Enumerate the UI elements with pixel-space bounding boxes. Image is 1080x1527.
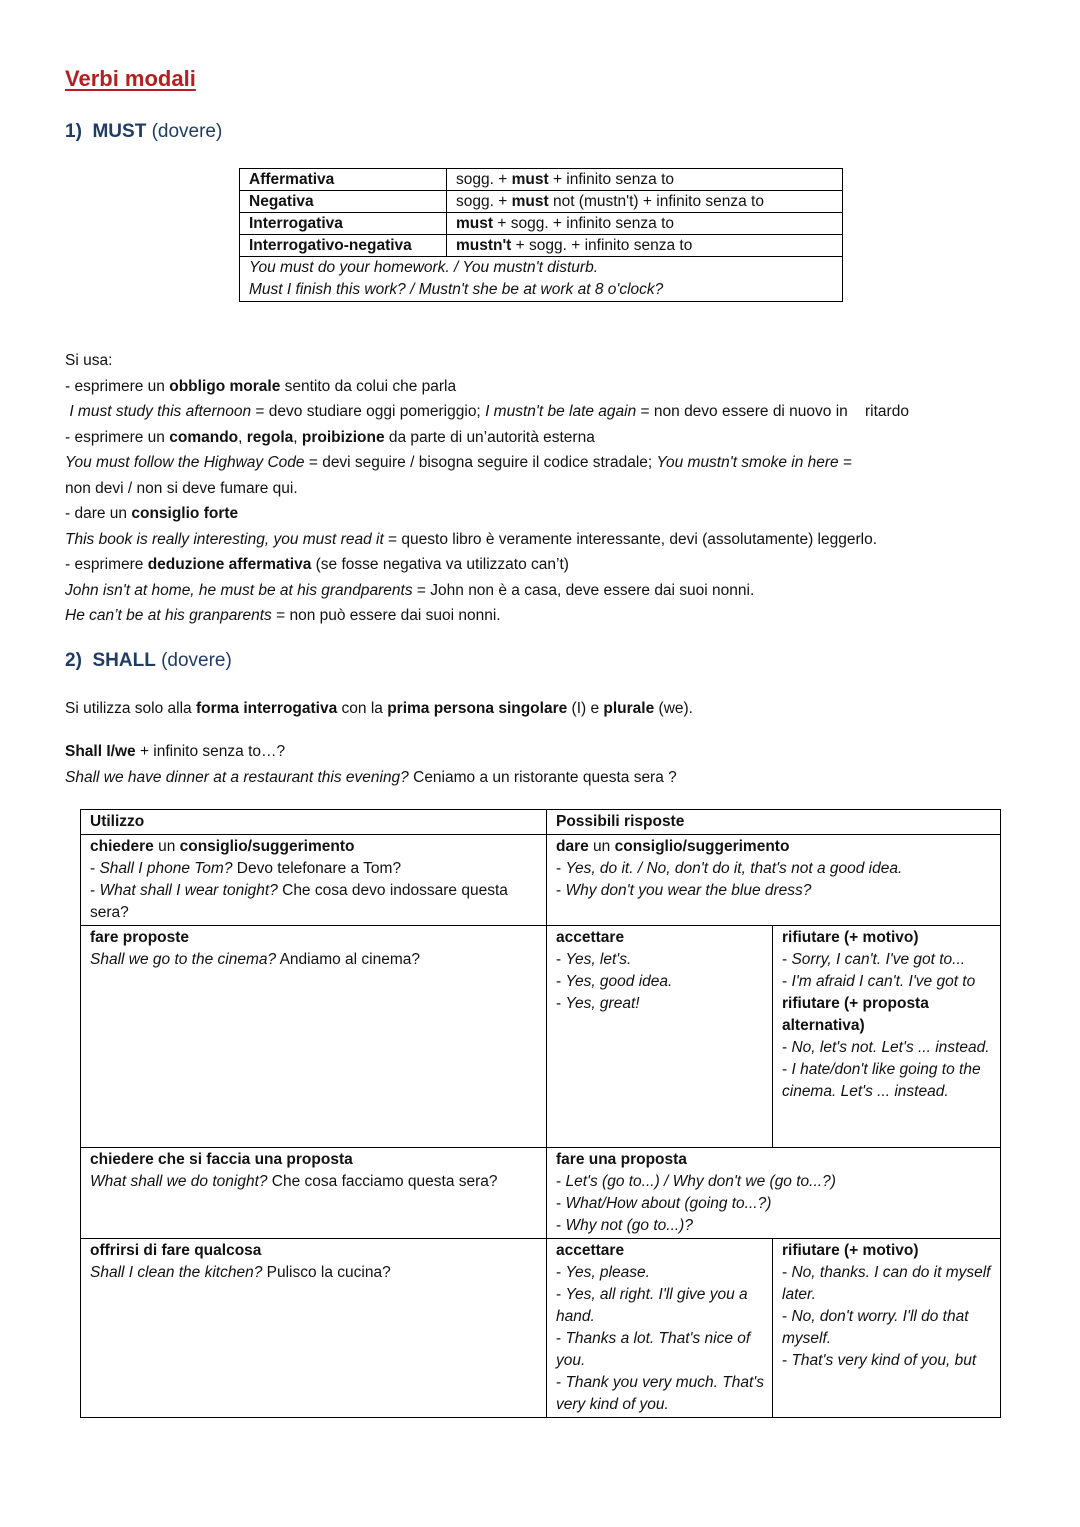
bold-text: consiglio/suggerimento [614, 838, 790, 855]
text-run: (I) e [567, 700, 604, 717]
bold-text: consiglio/suggerimento [179, 838, 355, 855]
text-run: = non può essere dai suoi nonni. [271, 607, 501, 624]
bold-text: must [511, 193, 549, 210]
text-run: - [556, 1173, 566, 1190]
bold-text: forma interrogativa [195, 700, 338, 717]
cell-line [556, 1240, 764, 1262]
form-label: Affermativa [240, 169, 447, 191]
cell-line [556, 1193, 992, 1215]
italic-text: Let's (go to...) / Why don't we (go to...?) [565, 1173, 836, 1190]
must-use-line [65, 450, 852, 476]
text-run: - [556, 1195, 566, 1212]
must-use-line [65, 374, 456, 400]
text-run: , [293, 429, 302, 446]
bold-text: comando [169, 429, 239, 446]
italic-text: Why don't you wear the blue dress? [565, 882, 812, 899]
must-form-row [240, 235, 843, 257]
accept-cell [547, 1239, 773, 1418]
use-cell [81, 1239, 547, 1418]
must-forms-table [239, 168, 843, 302]
text-run: - [556, 951, 566, 968]
shall-heading-word: SHALL [92, 650, 156, 671]
bold-text: offrirsi di fare qualcosa [90, 1242, 262, 1259]
table-row [81, 926, 1001, 1148]
italic-text: Yes, let's. [565, 951, 632, 968]
cell-line [782, 1059, 992, 1103]
bold-text: deduzione affermativa [147, 556, 312, 573]
bold-text: rifiutare (+ proposta alternativa) [782, 995, 934, 1034]
text-run: - [782, 1264, 792, 1281]
text-run: Si utilizza solo alla [65, 700, 196, 717]
bold-text: chiedere che si faccia una proposta [90, 1151, 353, 1168]
use-cell [81, 1148, 547, 1239]
form-structure [447, 235, 843, 257]
text-run: - [782, 1308, 792, 1325]
use-cell [81, 926, 547, 1148]
bold-text: rifiutare (+ motivo) [782, 929, 919, 946]
text-run: - [556, 1330, 566, 1347]
italic-text: Yes, great! [565, 995, 640, 1012]
accept-cell [547, 926, 773, 1148]
text-run: = devi seguire / bisogna seguire il codice stradale; [304, 454, 657, 471]
italic-text: You must follow the Highway Code [65, 454, 305, 471]
bold-text: consiglio forte [131, 505, 239, 522]
answer-cell [547, 835, 1001, 926]
must-examples [240, 257, 843, 302]
text-run: - [556, 882, 566, 899]
form-label: Interrogativo-negativa [240, 235, 447, 257]
cell-line [556, 971, 764, 993]
cell-line [556, 993, 764, 1015]
refuse-cell [773, 1239, 1001, 1418]
text-run: = questo libro è veramente interessante, devi (assolutamente) leggerlo. [383, 531, 878, 548]
bold-text: chiedere [90, 838, 154, 855]
table-row [81, 1239, 1001, 1418]
bold-text: mustn't [456, 237, 512, 254]
cell-line [90, 1171, 538, 1193]
answer-cell [547, 1148, 1001, 1239]
italic-text: I mustn't be late again [485, 403, 637, 420]
must-use-line [65, 603, 501, 629]
text-run: - [556, 995, 566, 1012]
text-run: - esprimere [65, 556, 148, 573]
shall-line [65, 696, 693, 722]
must-use-line [65, 501, 238, 527]
cell-line [782, 1306, 992, 1350]
shall-uses-table [80, 809, 1001, 1418]
text-run: - [556, 1217, 566, 1234]
bold-text: Shall I/we [65, 743, 136, 760]
italic-text: He can’t be at his granparents [65, 607, 272, 624]
italic-text: Yes, good idea. [565, 973, 673, 990]
cell-line [90, 1149, 538, 1171]
must-form-row [240, 191, 843, 213]
cell-line [90, 836, 538, 858]
text-run: un [588, 838, 615, 855]
text-run: sentito da colui che parla [280, 378, 457, 395]
bold-text: rifiutare (+ motivo) [782, 1242, 919, 1259]
text-run: (se fosse negativa va utilizzato can’t) [311, 556, 569, 573]
example-line: Must I finish this work? / Mustn't she be at work at 8 o'clock? [249, 281, 664, 298]
cell-line [556, 1215, 992, 1237]
cell-line [556, 1149, 992, 1171]
must-use-line [65, 476, 298, 502]
text-run: not (mustn't) + infinito senza to [548, 193, 764, 210]
italic-text: What/How about (going to...?) [565, 1195, 772, 1212]
cell-line [782, 949, 992, 971]
cell-line [782, 1350, 992, 1372]
text-run: Che cosa facciamo questa sera? [267, 1173, 498, 1190]
text-run: - [782, 973, 792, 990]
bold-text: obbligo morale [169, 378, 281, 395]
form-structure [447, 213, 843, 235]
must-use-line [65, 527, 877, 553]
must-heading-word: MUST [92, 121, 147, 142]
text-run: - esprimere un [65, 378, 170, 395]
must-heading [65, 121, 222, 143]
text-run: - dare un [65, 505, 132, 522]
cell-line [782, 993, 992, 1037]
bold-text: must [456, 215, 494, 232]
italic-text: This book is really interesting, you must read it [65, 531, 384, 548]
must-examples-row [240, 257, 843, 302]
italic-text: I must study this afternoon [65, 403, 252, 420]
cell-line [90, 858, 538, 880]
text-run: - [556, 1264, 566, 1281]
bold-text: fare proposte [90, 929, 190, 946]
cell-line [782, 927, 992, 949]
cell-line [90, 927, 538, 949]
italic-text: No, let's not. Let's ... instead. [791, 1039, 990, 1056]
text-run: + infinito senza to [548, 171, 675, 188]
cell-line [556, 858, 992, 880]
text-run: - [782, 1352, 792, 1369]
bold-text: accettare [556, 1242, 625, 1259]
must-heading-meaning: (dovere) [151, 121, 223, 142]
text-run: - [90, 860, 100, 877]
form-label: Negativa [240, 191, 447, 213]
text-run: da parte di un’autorità esterna [384, 429, 595, 446]
header-risposte: Possibili risposte [547, 810, 1001, 835]
text-run: - [90, 882, 100, 899]
cell-line [90, 1262, 538, 1284]
form-structure [447, 169, 843, 191]
bold-text: dare [556, 838, 589, 855]
text-run: - [556, 973, 566, 990]
must-use-line [65, 425, 595, 451]
cell-line [556, 949, 764, 971]
shall-line [65, 765, 677, 791]
text-run: (we). [654, 700, 693, 717]
text-run: un [153, 838, 180, 855]
refuse-cell [773, 926, 1001, 1148]
must-form-row [240, 169, 843, 191]
use-cell [81, 835, 547, 926]
bold-text: regola [246, 429, 294, 446]
must-use-line [65, 552, 569, 578]
text-run: - [556, 1374, 566, 1391]
text-run: = non devo essere di nuovo in ritardo [636, 403, 909, 420]
shall-heading-meaning: (dovere) [161, 650, 232, 671]
text-run: Devo telefonare a Tom? [232, 860, 402, 877]
italic-text: Why not (go to...)? [565, 1217, 693, 1234]
italic-text: Yes, please. [565, 1264, 650, 1281]
cell-line [90, 880, 538, 924]
bold-text: proibizione [301, 429, 385, 446]
cell-line [782, 1262, 995, 1306]
cell-line [556, 880, 992, 902]
shall-line [65, 739, 285, 765]
text-run: - [782, 1061, 792, 1078]
bold-text: plurale [603, 700, 655, 717]
table-row [81, 835, 1001, 926]
text-run: - esprimere un [65, 429, 170, 446]
italic-text: Thank you very much. That's very kind of you. [556, 1374, 769, 1413]
text-run: + infinito senza to…? [135, 743, 286, 760]
text-run: = devo studiare oggi pomeriggio; [251, 403, 486, 420]
must-form-row [240, 213, 843, 235]
shall-heading [65, 650, 232, 672]
bold-text: must [511, 171, 549, 188]
italic-text: What shall we do tonight? [90, 1173, 268, 1190]
text-run: + sogg. + infinito senza to [493, 215, 674, 232]
cell-line [556, 1372, 769, 1416]
table-header-row [81, 810, 1001, 835]
italic-text: You mustn't smoke in here [656, 454, 839, 471]
cell-line [556, 836, 992, 858]
form-structure [447, 191, 843, 213]
uses-intro: Si usa: [65, 352, 113, 369]
italic-text: Sorry, I can't. I've got to... [791, 951, 966, 968]
italic-text: Shall I phone Tom? [99, 860, 233, 877]
cell-line [782, 1037, 992, 1059]
must-heading-number: 1) [65, 121, 82, 142]
text-run: = [838, 454, 853, 471]
text-run: Pulisco la cucina? [262, 1264, 391, 1281]
text-run: sogg. + [456, 193, 512, 210]
text-run: con la [337, 700, 388, 717]
italic-text: Thanks a lot. That's nice of you. [556, 1330, 755, 1369]
bold-text: accettare [556, 929, 625, 946]
italic-text: Shall I clean the kitchen? [90, 1264, 263, 1281]
text-run: Ceniamo a un ristorante questa sera ? [408, 769, 677, 786]
form-label: Interrogativa [240, 213, 447, 235]
text-run: non devi / non si deve fumare qui. [65, 480, 298, 497]
text-run: - [556, 1286, 566, 1303]
example-line: You must do your homework. / You mustn't disturb. [249, 259, 599, 276]
page-title: Verbi modali [65, 66, 196, 91]
cell-line [782, 971, 992, 993]
header-utilizzo: Utilizzo [81, 810, 547, 835]
italic-text: Yes, do it. / No, don't do it, that's not a good idea. [565, 860, 903, 877]
cell-line [556, 1328, 764, 1372]
shall-heading-number: 2) [65, 650, 82, 671]
must-use-line [65, 578, 754, 604]
cell-line [556, 1171, 992, 1193]
text-run: Andiamo al cinema? [276, 951, 421, 968]
text-run: , [238, 429, 247, 446]
cell-line [556, 1262, 764, 1284]
text-run: - [782, 1039, 792, 1056]
italic-text: No, don't worry. I'll do that myself. [782, 1308, 973, 1347]
cell-line [556, 927, 764, 949]
cell-line [782, 1240, 992, 1262]
text-run: - [556, 860, 566, 877]
italic-text: Yes, all right. I'll give you a hand. [556, 1286, 752, 1325]
text-run: sogg. + [456, 171, 512, 188]
cell-line [556, 1284, 764, 1328]
bold-text: fare una proposta [556, 1151, 687, 1168]
must-use-line [65, 399, 909, 425]
cell-line [90, 1240, 538, 1262]
italic-text: That's very kind of you, but [791, 1352, 977, 1369]
italic-text: John isn't at home, he must be at his grandparents [65, 582, 413, 599]
italic-text: I'm afraid I can't. I've got to [791, 973, 976, 990]
cell-line [90, 949, 538, 971]
text-run: = John non è a casa, deve essere dai suoi nonni. [412, 582, 755, 599]
bold-text: prima persona singolare [387, 700, 568, 717]
italic-text: I hate/don't like going to the cinema. Let's ... instead. [782, 1061, 985, 1100]
text-run: + sogg. + infinito senza to [511, 237, 693, 254]
table-row [81, 1148, 1001, 1239]
italic-text: Shall we have dinner at a restaurant this evening? [65, 769, 409, 786]
italic-text: What shall I wear tonight? [99, 882, 278, 899]
text-run: - [782, 951, 792, 968]
italic-text: Shall we go to the cinema? [90, 951, 277, 968]
italic-text: No, thanks. I can do it myself later. [782, 1264, 995, 1303]
text-run: Che cosa devo indossare questa sera? [90, 882, 513, 921]
